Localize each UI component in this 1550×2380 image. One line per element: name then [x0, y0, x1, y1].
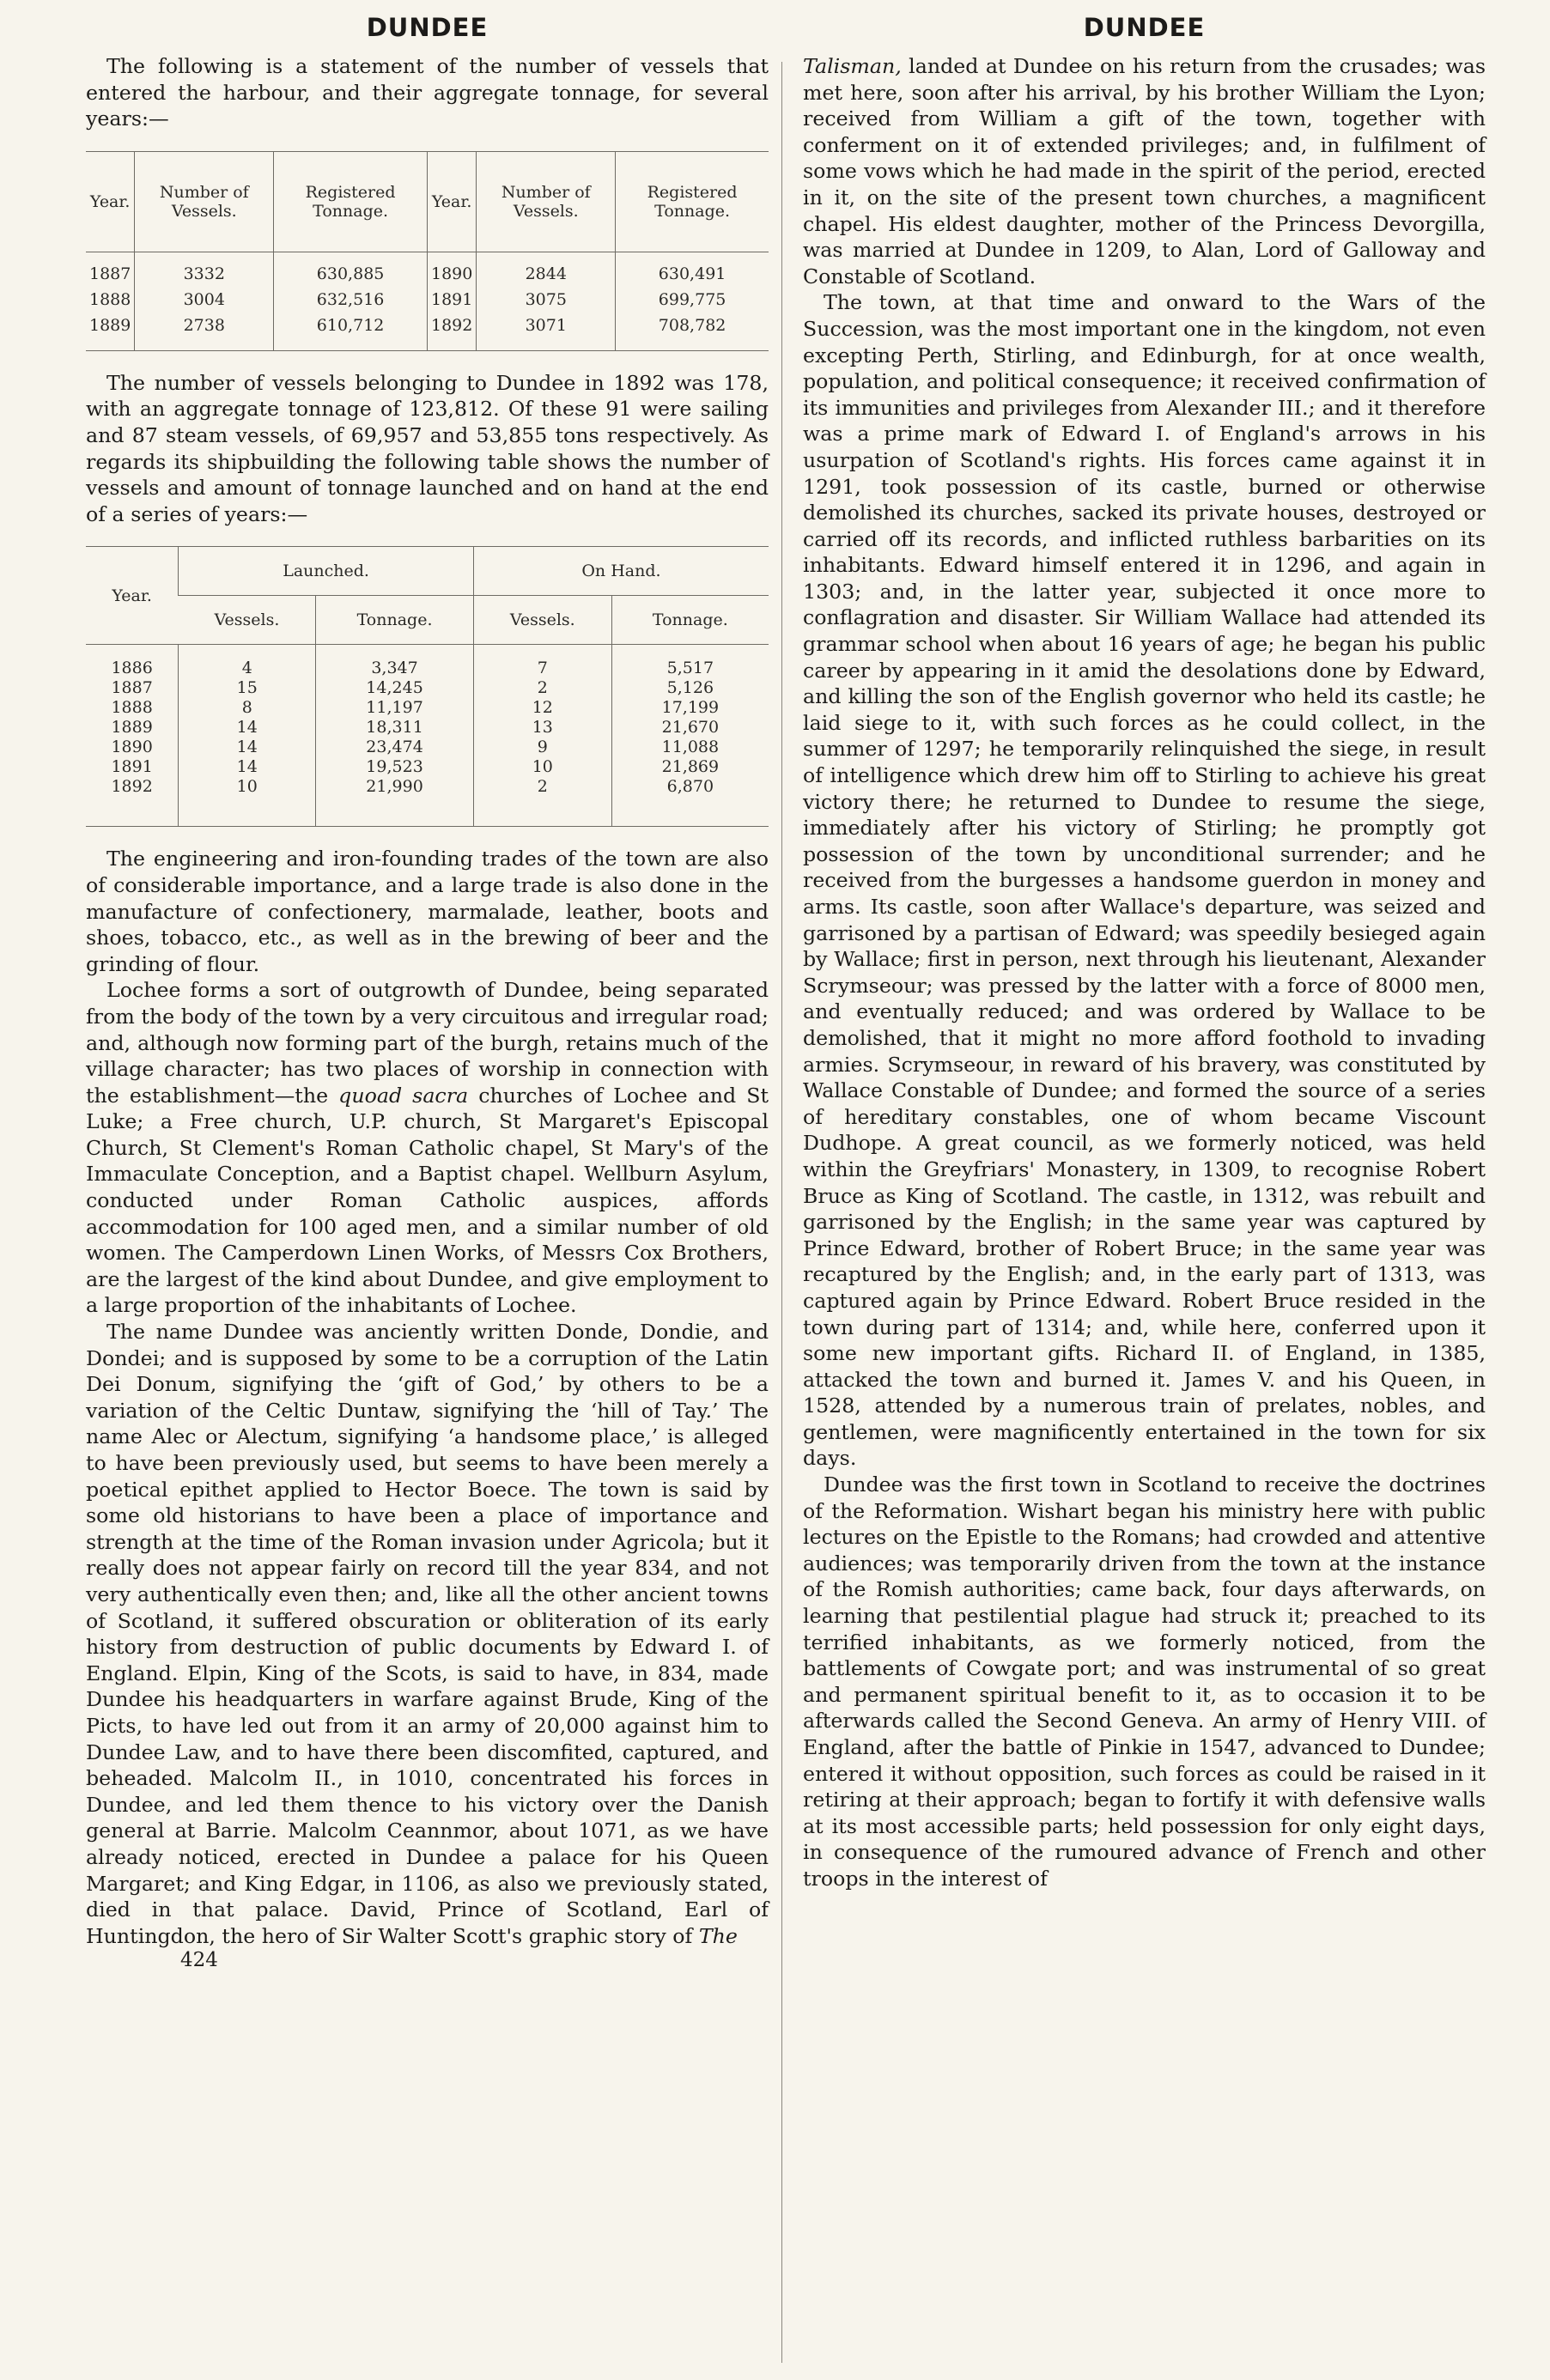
- table-cell: 10: [473, 757, 611, 777]
- text-run: landed at Dundee on his return from the crusades; was met here, soon after his arrival, by his brother William the Lyon; received from William a gift of the town, together with conferment on it of extended privileges; and, in fulfilment of some vows which he had made in the spirit of the period, erected in it, on the site of the present town churches, a magnificent chapel. His eldest daughter, mother of the Princess Devorgilla, was married at Dundee in 1209, to Alan, Lord of Galloway and Constable of Scotland.: [803, 54, 1486, 288]
- table-cell: 11,197: [316, 698, 474, 718]
- right-column: [803, 0, 1486, 1892]
- table-row: [86, 757, 769, 777]
- table-row: [86, 287, 769, 313]
- paragraph-wars-of-succession: The town, at that time and onward to the Wars of the Succession, was the most important one in the kingdom, not even excepting Perth, Stirling, and Edinburgh, for at once wealth, population, and political consequence; it received confirmation of its immunities and privileges from Alexander III.; and it therefore was a prime mark of Edward I. of England's arrows in his usurpation of Scotland's rights. His forces came against it in 1291, took possession of its castle, burned or otherwise demolished its churches, sacked its private houses, destroyed or carried off its records, and inflicted ruthless barbarities on its inhabitants. Edward himself entered it in 1296, and again in 1303; and, in the latter year, subjected it once more to conflagration and disaster. Sir William Wallace had attended its grammar school when about 16 years of age; he began his public career by appearing in it amid the desolations done by Edward, and killing the son of the English governor who held its castle; he laid siege to it, with such forces as he could collect, in the summer of 1297; he temporarily relinquished the siege, in result of intelligence which drew him off to Stirling to achieve his great victory there; he returned to Dundee to resume the siege, immediately after his victory of Stirling; he promptly got possession of the town by unconditional surrender; and he received from the burgesses a handsome guerdon in money and arms. Its castle, soon after Wallace's departure, was seized and garrisoned by a partisan of Edward; was speedily besieged again by Wallace; first in person, next through his lieutenant, Alexander Scrymseour; was pressed by the latter with a force of 8000 men, and eventually reduced; and was ordered by Wallace to be demolished, that it might no more afford foothold to invading armies. Scrymseour, in reward of his bravery, was constituted by Wallace Constable of Dundee; and formed the source of a series of hereditary constables, one of whom became Viscount Dudhope. A great council, as we formerly noticed, was held within the Greyfriars' Monastery, in 1309, to recognise Robert Bruce as King of Scotland. The castle, in 1312, was rebuilt and garrisoned by the English; in the same year was captured by Prince Edward, brother of Robert Bruce; in the same year was recaptured by the English; and, in the early part of 1313, was captured again by Prince Edward. Robert Bruce resided in the town during part of 1314; and, while here, conferred upon it some new important gifts. Richard II. of England, in 1385, attacked the town and burned it. James V. and his Queen, in 1528, attended by a numerous train of prelates, nobles, and gentlemen, were magnificently entertained in the town for six days.: [803, 290, 1486, 1471]
- table-cell: 21,869: [611, 757, 769, 777]
- running-head-right: DUNDEE: [1083, 13, 1206, 42]
- table-cell: 14: [179, 718, 316, 738]
- table-cell: 1889: [86, 313, 135, 351]
- table-cell: 8: [179, 698, 316, 718]
- table-cell: 17,199: [611, 698, 769, 718]
- paragraph-vessels-intro: The following is a statement of the number of vessels that entered the harbour, and their aggregate tonnage, for several years:—: [86, 54, 769, 131]
- column-divider: [781, 62, 782, 2363]
- table-cell: 1890: [427, 252, 476, 287]
- table-cell: 5,517: [611, 645, 769, 679]
- year-header: Year.: [112, 586, 152, 605]
- table-row: [86, 678, 769, 698]
- paragraph-trades: The engineering and iron-founding trades of the town are also of considerable importance, and a large trade is also done in the manufacture of confectionery, marmalade, leather, boots and shoes, tobacco, etc., as well as in the brewing of beer and the grinding of flour.: [86, 847, 769, 976]
- table-row: [86, 252, 769, 287]
- paragraph-reformation: Dundee was the first town in Scotland to receive the doctrines of the Reformation. Wishart began his ministry here with public lectures on the Epistle to the Romans; had crowded and attentive audiences; was temporarily driven from the town at the instance of the Romish authorities; came back, four days afterwards, on learning that pestilential plague had struck it; preached to its terrified inhabitants, as we formerly noticed, from the battlements of Cowgate port; and was instrumental of so great and permanent spiritual benefit to it, as to occasion it to be afterwards called the Second Geneva. An army of Henry VIII. of England, after the battle of Pinkie in 1547, advanced to Dundee; entered it without opposition, such forces as could be raised in it retiring at their approach; began to fortify it with defensive walls at its most accessible parts; held possession for only eight days, in consequence of the rumoured advance of French and other troops in the interest of: [803, 1472, 1486, 1891]
- table-row: [86, 313, 769, 351]
- text-run: Lochee forms a sort of outgrowth of Dundee, being separated from the body of the town by a very circuitous and irregular road; and, although now forming part of the burgh, retains much of the village character; has two places of worship in connection with the establishment—the: [86, 978, 769, 1108]
- paragraph-talisman: [803, 53, 1486, 289]
- italic-text: The: [698, 1923, 738, 1948]
- left-column: [86, 0, 769, 1971]
- table-cell: 11,088: [611, 738, 769, 757]
- table-row: [86, 698, 769, 718]
- col-header: Number of Vessels.: [135, 151, 274, 252]
- table-cell: 9: [473, 738, 611, 757]
- table-cell: 2738: [135, 313, 274, 351]
- table-cell: 14: [179, 738, 316, 757]
- col-header: Registered Tonnage.: [274, 151, 428, 252]
- vessels-tonnage-table: [86, 151, 769, 351]
- table-row: [86, 718, 769, 738]
- table-cell: 1892: [427, 313, 476, 351]
- col-header: Vessels.: [214, 610, 280, 630]
- table-group-header-row: [86, 547, 769, 596]
- table-cell: 630,885: [274, 252, 428, 287]
- table-cell: 5,126: [611, 678, 769, 698]
- table-cell: 2: [473, 678, 611, 698]
- table-cell: 14,245: [316, 678, 474, 698]
- table-sub-header-row: [86, 596, 769, 645]
- col-header: Tonnage.: [316, 596, 474, 645]
- table-cell: 12: [473, 698, 611, 718]
- italic-text: Talisman,: [803, 54, 902, 78]
- table-cell: 4: [179, 645, 316, 679]
- table-cell: 15: [179, 678, 316, 698]
- table-cell: 1891: [427, 287, 476, 313]
- table-cell: 1892: [86, 777, 179, 827]
- col-header: Year.: [427, 151, 476, 252]
- italic-text: quoad sacra: [338, 1083, 469, 1108]
- table-cell: 630,491: [616, 252, 769, 287]
- table-cell: 699,775: [616, 287, 769, 313]
- table-cell: 1891: [111, 757, 153, 777]
- table-cell: 23,474: [316, 738, 474, 757]
- table-header-row: [86, 151, 769, 252]
- paragraph-shipbuilding: The number of vessels belonging to Dundee in 1892 was 178, with an aggregate tonnage of 123,812. Of these 91 were sailing and 87 steam vessels, of 69,957 and 53,855 tons respectively. As regards its shipbuilding the following table shows the number of vessels and amount of tonnage launched and on hand at the end of a series of years:—: [86, 370, 769, 526]
- table-cell: 1887: [89, 264, 131, 283]
- table-cell: 1890: [111, 738, 153, 757]
- table-cell: 632,516: [274, 287, 428, 313]
- col-header: Number of Vessels.: [477, 151, 616, 252]
- table-cell: 18,311: [316, 718, 474, 738]
- page-number: 424: [180, 1949, 218, 1972]
- running-head-left: DUNDEE: [366, 13, 489, 42]
- table-cell: 10: [179, 777, 316, 827]
- table-cell: 2: [473, 777, 611, 827]
- table-cell: 21,670: [611, 718, 769, 738]
- paragraph-name-history: [86, 1319, 769, 1949]
- table-row: [86, 738, 769, 757]
- table-cell: 1889: [111, 718, 153, 738]
- table-cell: 19,523: [316, 757, 474, 777]
- text-run: churches of Lochee and St Luke; a Free church, U.P. church, St Margaret's Episcopal Church, St Clement's Roman Catholic chapel, St Mary's of the Immaculate Conception, and a Baptist chapel. Wellburn Asylum, conducted under Roman Catholic auspices, affords accommodation for 100 aged men, and a similar number of old women. The Camperdown Linen Works, of Messrs Cox Brothers, are the largest of the kind about Dundee, and give employment to a large proportion of the inhabitants of Lochee.: [86, 1083, 769, 1318]
- table-cell: 708,782: [616, 313, 769, 351]
- paragraph-lochee: [86, 977, 769, 1319]
- table-cell: 3075: [477, 287, 616, 313]
- text-run: The name Dundee was anciently written Donde, Dondie, and Dondei; and is supposed by some to be a corruption of the Latin Dei Donum, signifying the ‘gift of God,’ by others to be a variation of the Celtic Duntaw, signifying the ‘hill of Tay.’ The name Alec or Alectum, signifying ‘a handsome place,’ is alleged to have been previously used, but seems to have been merely a poetical epithet applied to Hector Boece. The town is said by some old historians to have been a place of importance and strength at the time of the Roman invasion under Agricola; but it really does not appear fairly on record till the year 834, and not very authentically even then; and, like all the other ancient towns of Scotland, it suffered obscuration or obliteration of its early history from destruction of public documents by Edward I. of England. Elpin, King of the Scots, is said to have, in 834, made Dundee his headquarters in warfare against Brude, King of the Picts, to have led out from it an army of 20,000 against him to Dundee Law, and to have there been discomfited, captured, and beheaded. Malcolm II., in 1010, concentrated his forces in Dundee, and led them thence to his victory over the Danish general at Barrie. Malcolm Ceannmor, about 1071, as we have already noticed, erected in Dundee a palace for his Queen Margaret; and King Edgar, in 1106, as also we previously stated, died in that palace. David, Prince of Scotland, Earl of Huntingdon, the hero of Sir Walter Scott's graphic story of: [86, 1320, 769, 1948]
- table-cell: 3004: [135, 287, 274, 313]
- launched-header: Launched.: [179, 547, 474, 596]
- table-cell: 7: [473, 645, 611, 679]
- on-hand-header: On Hand.: [473, 547, 769, 596]
- table-cell: 3,347: [316, 645, 474, 679]
- table-cell: 14: [179, 757, 316, 777]
- col-header: Registered Tonnage.: [616, 151, 769, 252]
- table-cell: 21,990: [316, 777, 474, 827]
- table-cell: 13: [473, 718, 611, 738]
- col-header: Year.: [89, 191, 131, 211]
- col-header: Vessels.: [473, 596, 611, 645]
- shipbuilding-table: [86, 546, 769, 827]
- table-cell: 1888: [111, 698, 153, 718]
- table-cell: 6,870: [611, 777, 769, 827]
- table-cell: 1887: [111, 678, 153, 698]
- table-row: [86, 645, 769, 679]
- col-header: Tonnage.: [611, 596, 769, 645]
- table-cell: 3332: [135, 252, 274, 287]
- table-cell: 2844: [477, 252, 616, 287]
- table-cell: 610,712: [274, 313, 428, 351]
- table-cell: 1886: [111, 659, 153, 678]
- table-cell: 1888: [89, 289, 131, 309]
- table-cell: 3071: [477, 313, 616, 351]
- table-row: [86, 777, 769, 827]
